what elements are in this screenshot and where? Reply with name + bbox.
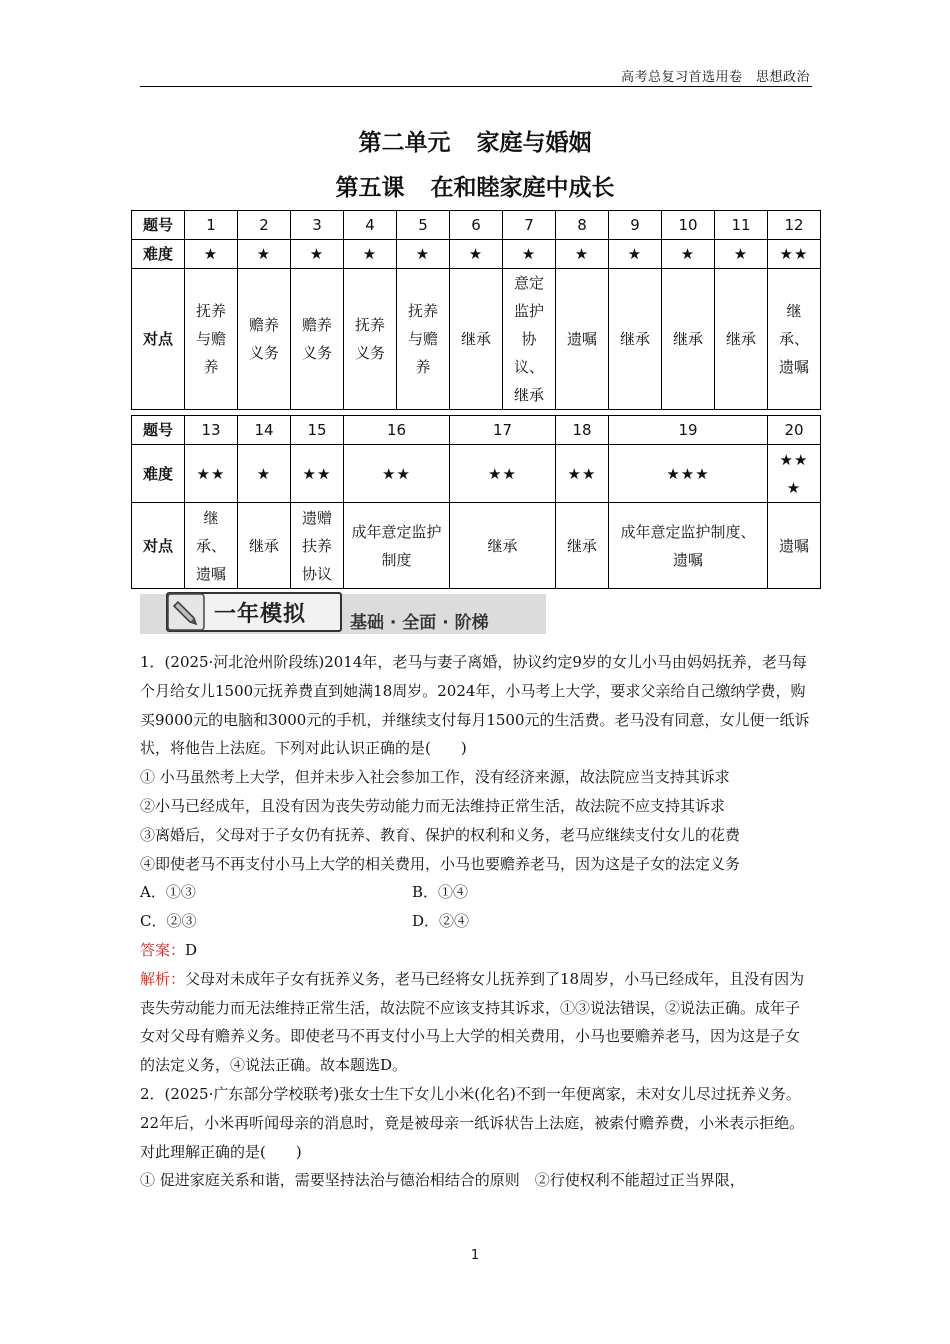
- topic-cell-text: 继承、遗嘱: [195, 508, 226, 583]
- question-number-cell: 19: [609, 416, 768, 445]
- difficulty-table-2: [131, 415, 821, 589]
- topic-cell: 继承: [238, 503, 291, 589]
- question-number-cell: 7: [503, 211, 556, 240]
- answer-label: 答案：: [140, 940, 186, 959]
- q2-item-line: ① 促进家庭关系和谐，需要坚持法治与德治相结合的原则 ②行使权利不能超过正当界限，: [140, 1171, 745, 1190]
- question-number-cell: 1: [185, 211, 238, 240]
- header-rule: [140, 86, 812, 87]
- question-number-cell: 6: [450, 211, 503, 240]
- difficulty-cell: ★: [662, 240, 715, 269]
- question-number-cell: 2: [238, 211, 291, 240]
- topic-cell: 遗嘱: [556, 269, 609, 410]
- q1-analysis: [140, 965, 812, 1080]
- lesson-label: 第五课: [335, 175, 405, 201]
- topic-cell-text: 意定监护协议、继承: [513, 274, 544, 404]
- difficulty-cell: ★: [238, 445, 291, 503]
- q1-option-c: C．②③: [140, 912, 197, 931]
- question-number-cell: 11: [715, 211, 768, 240]
- topic-cell: [238, 269, 291, 410]
- question-number-cell: 20: [768, 416, 821, 445]
- question-number-cell: 4: [344, 211, 397, 240]
- topic-cell-text: 抚养与赡养: [407, 302, 438, 376]
- difficulty-cell: ★★: [291, 445, 344, 503]
- lesson-title: [0, 169, 950, 202]
- topic-cell: [397, 269, 450, 410]
- topic-cell: [344, 503, 450, 589]
- q1-options-row-2: [140, 907, 812, 936]
- question-number-cell: 8: [556, 211, 609, 240]
- topic-cell: 继承: [609, 269, 662, 410]
- topic-cell: [609, 503, 768, 589]
- question-number-cell: 15: [291, 416, 344, 445]
- question-number-cell: 5: [397, 211, 450, 240]
- unit-name: 家庭与婚姻: [476, 130, 592, 156]
- page-number: 1: [470, 1248, 480, 1263]
- topic-cell: [768, 269, 821, 410]
- answer-value: D: [185, 940, 198, 959]
- banner-main-text: 一年模拟: [214, 602, 307, 627]
- topic-cell-text: 遗赠扶养协议: [301, 508, 332, 583]
- difficulty-cell: ★★★: [609, 445, 768, 503]
- topic-cell: 继承: [450, 269, 503, 410]
- question-number-cell: 17: [450, 416, 556, 445]
- topic-cell-text: 赡养义务: [248, 316, 279, 362]
- q1-item-4: ④即使老马不再支付小马上大学的相关费用，小马也要赡养老马，因为这是子女的法定义务: [140, 854, 741, 873]
- q1-option-b: B．①④: [412, 883, 469, 902]
- question-number-cell: 16: [344, 416, 450, 445]
- topic-cell-text: 继承、遗嘱: [778, 302, 809, 376]
- difficulty-cell: ★: [344, 240, 397, 269]
- difficulty-cell: ★: [238, 240, 291, 269]
- analysis-label: 解析：: [140, 969, 186, 988]
- difficulty-cell: ★: [503, 240, 556, 269]
- topic-cell-text: 抚养义务: [354, 316, 385, 362]
- q2-stem: 2．(2025·广东部分学校联考)张女士生下女儿小米(化名)不到一年便离家，未对女儿尽过抚养义务。22年后，小米再听闻母亲的消息时，竟是被母亲一纸诉状告上法庭，被索付赡养费，小米表示拒绝。对此理解正确的是( ): [140, 1084, 805, 1161]
- section-banner: [140, 592, 548, 636]
- pencil-icon: [166, 592, 206, 632]
- topic-cell: 继承: [715, 269, 768, 410]
- difficulty-cell-text: ★★★: [779, 450, 809, 497]
- topic-cell: [185, 269, 238, 410]
- topic-cell-text: 抚养与赡养: [195, 302, 226, 376]
- running-header: 高考总复习首选用卷 思想政治: [620, 70, 810, 85]
- topic-cell: 遗嘱: [768, 503, 821, 589]
- q1-item-3: ③离婚后，父母对于子女仍有抚养、教育、保护的权利和义务，老马应继续支付女儿的花费: [140, 825, 741, 844]
- difficulty-cell: ★: [397, 240, 450, 269]
- banner-sub-text: 基础 · 全面 · 阶梯: [350, 613, 489, 633]
- difficulty-cell: ★★: [556, 445, 609, 503]
- question-number-cell: 9: [609, 211, 662, 240]
- topic-cell-text: 成年意定监护制度: [351, 522, 442, 569]
- difficulty-cell: [768, 445, 821, 503]
- row-label-number: 题号: [132, 416, 185, 445]
- topic-cell: [291, 503, 344, 589]
- question-content: [140, 648, 812, 1195]
- q1-item-2: ②小马已经成年，且没有因为丧失劳动能力而无法维持正常生活，故法院不应支持其诉求: [140, 796, 726, 815]
- q1-option-d: D．②④: [412, 912, 470, 931]
- question-number-cell: 18: [556, 416, 609, 445]
- topic-cell: 继承: [556, 503, 609, 589]
- difficulty-table-1: [131, 210, 821, 410]
- row-label-number: 题号: [132, 211, 185, 240]
- difficulty-cell: ★: [715, 240, 768, 269]
- question-number-cell: 13: [185, 416, 238, 445]
- q1-answer: [140, 936, 812, 965]
- difficulty-cell: ★: [291, 240, 344, 269]
- topic-cell: [291, 269, 344, 410]
- difficulty-cell: ★: [556, 240, 609, 269]
- row-label-topic: 对点: [132, 269, 185, 410]
- difficulty-cell: ★★: [344, 445, 450, 503]
- difficulty-cell: ★★: [185, 445, 238, 503]
- q1-item-1: ① 小马虽然考上大学，但并未步入社会参加工作，没有经济来源，故法院应当支持其诉求: [140, 768, 730, 787]
- q1-stem: 1．(2025·河北沧州阶段练)2014年，老马与妻子离婚，协议约定9岁的女儿小马由妈妈抚养，老马每个月给女儿1500元抚养费直到她满18周岁。2024年，小马考上大学，要求父亲给自己缴纳学费，购买9000元的电脑和3000元的手机，并继续支付每月1500元的生活费。老马没有同意，女儿便一纸诉状，将他告上法庭。下列对此认识正确的是( ): [140, 653, 810, 758]
- question-number-cell: 10: [662, 211, 715, 240]
- question-number-cell: 12: [768, 211, 821, 240]
- row-label-topic: 对点: [132, 503, 185, 589]
- difficulty-cell: ★: [609, 240, 662, 269]
- difficulty-cell: ★: [450, 240, 503, 269]
- topic-cell: 继承: [662, 269, 715, 410]
- row-label-difficulty: 难度: [132, 445, 185, 503]
- q1-option-a: A．①③: [140, 883, 196, 902]
- topic-cell: 继承: [450, 503, 556, 589]
- difficulty-cell: ★: [185, 240, 238, 269]
- topic-cell-text: 赡养义务: [301, 316, 332, 362]
- difficulty-cell: ★★: [450, 445, 556, 503]
- topic-cell: [344, 269, 397, 410]
- analysis-text: 父母对未成年子女有抚养义务，老马已经将女儿抚养到了18周岁，小马已经成年，且没有因为丧失劳动能力而无法维持正常生活，故法院不应该支持其诉求，①③说法错误，②说法正确。成年子女对父母有赡养义务。即使老马不再支付小马上大学的相关费用，小马也要赡养老马，因为这是子女的法定义务，④说法正确。故本题选D。: [140, 969, 805, 1075]
- unit-label: 第二单元: [358, 130, 451, 156]
- topic-cell: [185, 503, 238, 589]
- difficulty-cell: ★★: [768, 240, 821, 269]
- lesson-name: 在和睦家庭中成长: [430, 175, 615, 201]
- topic-cell: [503, 269, 556, 410]
- question-number-cell: 14: [238, 416, 291, 445]
- topic-cell-text: 成年意定监护制度、遗嘱: [620, 522, 756, 569]
- q1-options-row-1: [140, 878, 812, 907]
- question-number-cell: 3: [291, 211, 344, 240]
- row-label-difficulty: 难度: [132, 240, 185, 269]
- unit-title: [0, 124, 950, 157]
